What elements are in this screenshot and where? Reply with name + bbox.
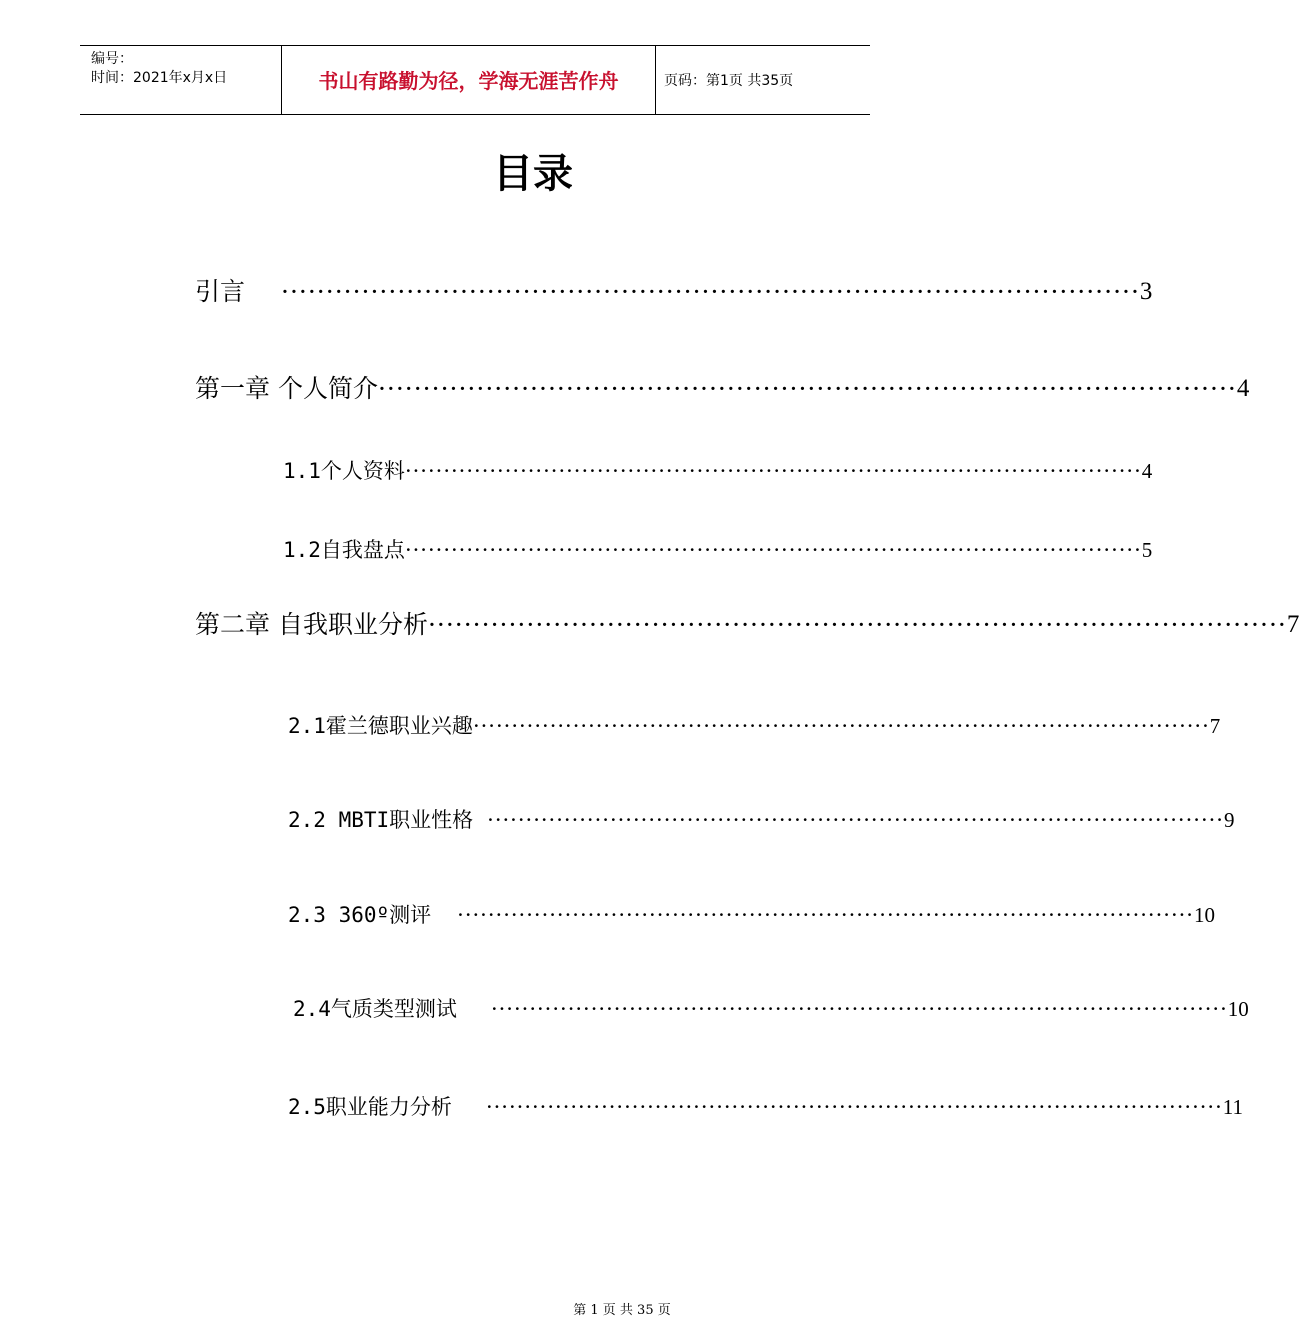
toc-entry-label: 2.2 MBTI职业性格 [288, 808, 474, 832]
toc-entry-chapter-2[interactable] [195, 609, 1299, 641]
toc-entry-label: 2.5职业能力分析 [288, 1095, 452, 1119]
page-info: 页码：第1页 共35页 [664, 73, 794, 89]
toc-entry-page: 9 [1223, 808, 1235, 832]
toc-entry-2-4[interactable] [293, 991, 1249, 1023]
toc-entry-label: 2.3 360º测评 [288, 903, 432, 927]
toc-entry-page: 7 [1286, 611, 1299, 638]
toc-entry-label: 1.2自我盘点 [283, 538, 405, 562]
motto-text: 书山有路勤为径，学海无涯苦作舟 [318, 69, 619, 93]
toc-leader-dots: ································································································ [404, 459, 1142, 483]
toc-leader-dots: ································································································ [472, 714, 1210, 738]
toc-leader-dots: ································································································ [281, 277, 1140, 306]
page-header [80, 45, 870, 115]
toc-entry-label: 2.4气质类型测试 [293, 997, 457, 1021]
number-label: 编号： [91, 51, 133, 67]
date-label: 时间：2021年x月x日 [91, 70, 228, 86]
header-motto-cell [281, 46, 656, 114]
toc-entry-page: 11 [1222, 1095, 1243, 1119]
toc-leader-dots: ································································································ [485, 1095, 1223, 1119]
header-page-cell [655, 46, 870, 114]
toc-entry-intro[interactable] [195, 276, 1153, 308]
toc-entry-1-1[interactable] [283, 453, 1153, 485]
toc-leader-dots: ································································································ [490, 997, 1228, 1021]
toc-leader-dots: ································································································ [427, 610, 1287, 639]
toc-entry-chapter-1[interactable] [195, 373, 1250, 405]
toc-entry-page: 10 [1227, 997, 1249, 1021]
toc-leader-dots: ································································································ [404, 538, 1142, 562]
toc-entry-label: 第一章 个人简介 [195, 374, 378, 403]
toc-entry-2-3[interactable] [288, 897, 1215, 929]
toc-entry-page: 7 [1209, 714, 1221, 738]
toc-entry-2-5[interactable] [288, 1089, 1243, 1121]
header-info-cell [80, 46, 281, 114]
toc-entry-label: 第二章 自我职业分析 [195, 610, 428, 639]
toc-leader-dots: ································································································ [487, 808, 1224, 832]
toc-entry-page: 4 [1141, 459, 1153, 483]
page-footer: 第 1 页 共 35 页 [573, 1303, 671, 1318]
toc-entry-label: 2.1霍兰德职业兴趣 [288, 714, 473, 738]
toc-leader-dots: ································································································ [377, 374, 1237, 403]
toc-entry-page: 10 [1193, 903, 1215, 927]
toc-entry-1-2[interactable] [283, 532, 1153, 564]
page-title: 目录 [493, 151, 573, 197]
toc-entry-2-1[interactable] [288, 708, 1221, 740]
toc-entry-label: 1.1个人资料 [283, 459, 405, 483]
toc-entry-2-2[interactable] [288, 802, 1235, 834]
toc-leader-dots: ································································································ [457, 903, 1194, 927]
toc-entry-page: 4 [1236, 375, 1250, 402]
toc-entry-page: 5 [1141, 538, 1153, 562]
toc-entry-page: 3 [1139, 278, 1153, 305]
toc-entry-label: 引言 [195, 277, 246, 306]
